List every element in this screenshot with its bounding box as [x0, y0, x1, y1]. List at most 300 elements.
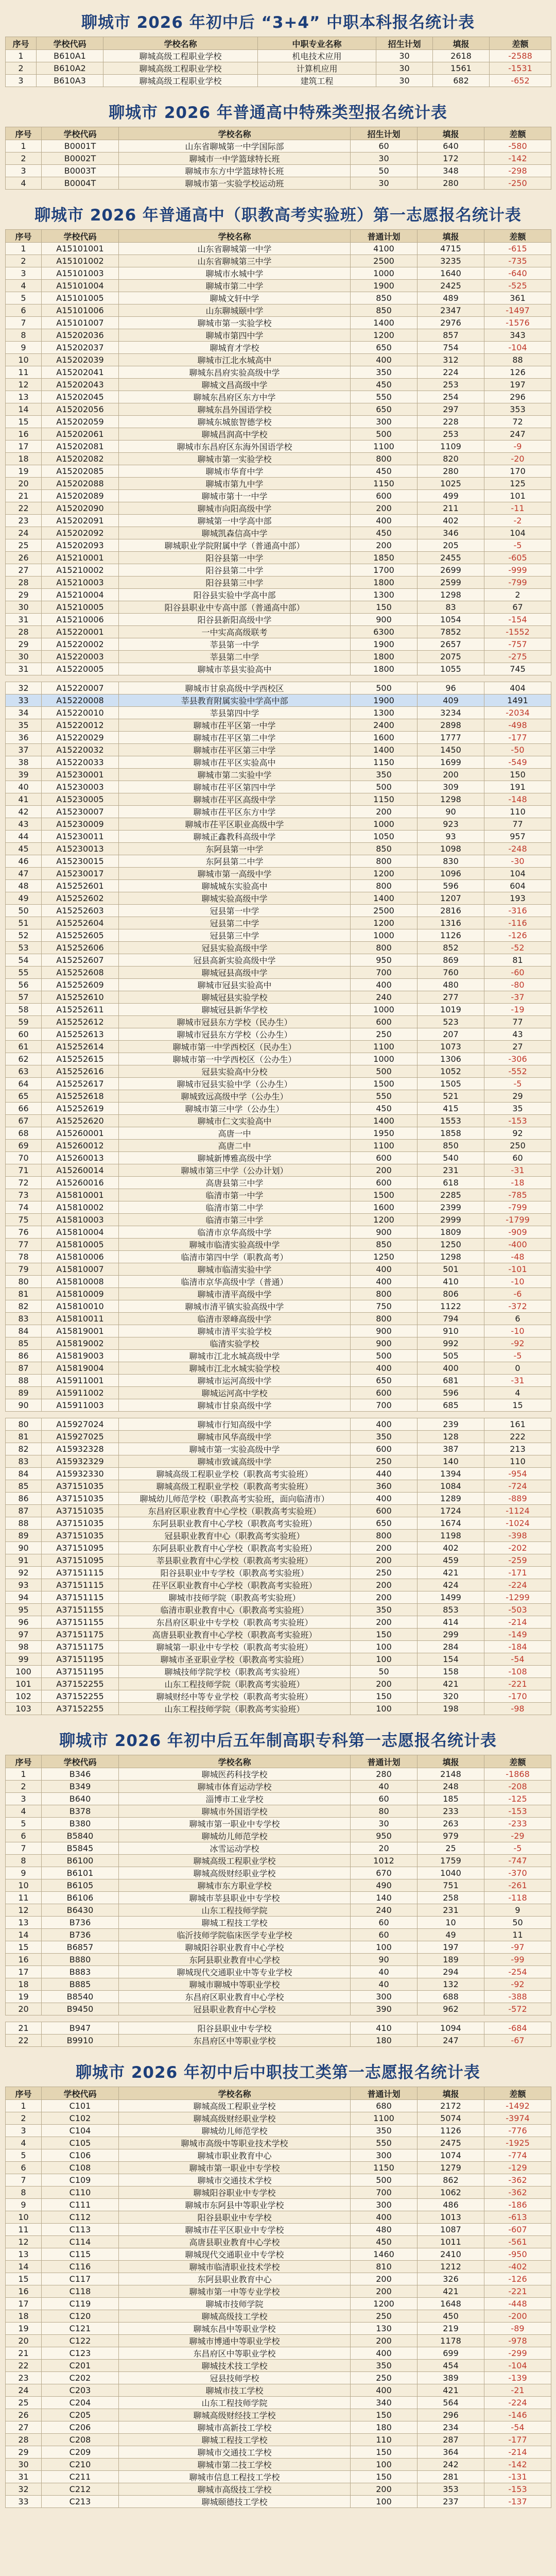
table-cell: A15230015	[42, 855, 119, 868]
table-row	[6, 1337, 551, 1350]
table-cell: -5	[484, 1350, 551, 1362]
table-row	[6, 1493, 551, 1505]
table-cell: 聊城冠县实验学校	[119, 991, 351, 1004]
table-cell: 450	[351, 2236, 418, 2248]
table-cell: 132	[418, 1978, 484, 1991]
table-cell: A15810001	[42, 1189, 119, 1201]
table-cell: 聊城市第一实验学校	[119, 453, 351, 465]
table-row	[6, 2421, 551, 2434]
table-cell: 48	[6, 880, 42, 892]
table-row	[6, 1313, 551, 1325]
table-cell: 1087	[418, 2224, 484, 2236]
table-cell: 聊城现代交通职业中专学校	[119, 2248, 351, 2261]
table-cell: 30	[6, 651, 42, 663]
table-cell: 60	[6, 1028, 42, 1041]
table-cell: A37152255	[42, 1703, 119, 1715]
table-cell: -757	[484, 638, 551, 651]
table-cell: 50	[351, 1666, 418, 1678]
table-cell: 3	[6, 1793, 42, 1805]
table-cell: 聊城市一中学篮球特长班	[119, 152, 351, 165]
table-cell: -108	[484, 1666, 551, 1678]
table-cell: 900	[351, 1337, 418, 1350]
table-cell: 1674	[418, 1517, 484, 1530]
table-cell: 480	[351, 2224, 418, 2236]
table-cell: 294	[418, 1966, 484, 1978]
table-row	[6, 1455, 551, 1468]
table-cell: 60	[351, 140, 418, 152]
table-cell: 18	[6, 1978, 42, 1991]
table-cell: -139	[484, 2372, 551, 2384]
table-row	[6, 892, 551, 905]
table-row	[6, 1350, 551, 1362]
table-cell: 104	[484, 527, 551, 539]
table-cell: A37151155	[42, 1616, 119, 1629]
table-cell: A15810004	[42, 1226, 119, 1239]
table-row	[6, 1325, 551, 1337]
table-cell: 1400	[351, 892, 418, 905]
table-cell: 29	[6, 638, 42, 651]
table-row	[6, 152, 551, 165]
table-cell: C209	[42, 2446, 119, 2459]
table-cell: -224	[484, 2397, 551, 2409]
table-cell: B6106	[42, 1892, 119, 1904]
table-cell: 300	[351, 2199, 418, 2211]
table-cell: 21	[6, 490, 42, 502]
table-cell: 聊城市技师学院	[119, 2298, 351, 2310]
table-cell: 高唐县职业教育中心学校（职教高考实验班）	[119, 1629, 351, 1641]
table-cell: 高唐一中	[119, 1127, 351, 1140]
table-cell: 阳谷县第一中学	[119, 552, 351, 564]
table-cell: 聊城实验高级中学	[119, 892, 351, 905]
column-header: 学校名称	[119, 2087, 351, 2100]
table-cell: 1460	[351, 2248, 418, 2261]
table-cell: 1900	[351, 280, 418, 292]
table-cell: A15220010	[42, 707, 119, 719]
table-cell: -950	[484, 2248, 551, 2261]
table-row	[6, 831, 551, 843]
table-cell: 聊城财经中等专业学校（职教高考实验班）	[119, 1690, 351, 1703]
table-cell: 320	[418, 1690, 484, 1703]
table-cell: 424	[418, 1579, 484, 1591]
table-cell: 41	[6, 793, 42, 806]
table-cell: 1025	[418, 478, 484, 490]
table-cell: A15202039	[42, 354, 119, 366]
table-cell: -254	[484, 1966, 551, 1978]
table-cell: 5	[6, 292, 42, 304]
table-cell: 43	[484, 1028, 551, 1041]
table-cell: 2347	[418, 304, 484, 317]
table-cell: 16	[6, 1954, 42, 1966]
table-row	[6, 304, 551, 317]
table-cell: 1298	[418, 793, 484, 806]
table-cell: 404	[484, 682, 551, 694]
table-cell: 1	[6, 140, 42, 152]
table-cell: 聊城市江北水城实验学校	[119, 1362, 351, 1375]
table-cell: 200	[351, 2273, 418, 2285]
table-row	[6, 1567, 551, 1579]
table-cell: 13	[6, 391, 42, 403]
table-cell: 东昌府区职业中专学校（职教高考实验班）	[119, 1616, 351, 1629]
table-cell: 400	[351, 2384, 418, 2397]
table-cell: 247	[484, 428, 551, 440]
table-cell: 山东聊城颐中学	[119, 304, 351, 317]
table-cell: -5	[484, 1842, 551, 1855]
table-cell: 7852	[418, 626, 484, 638]
table-cell: 东昌府区中等职业学校	[119, 2035, 351, 2047]
table-cell: B6101	[42, 1867, 119, 1879]
table-row	[6, 2162, 551, 2174]
table-cell: B736	[42, 1917, 119, 1929]
table-cell: 400	[351, 2211, 418, 2224]
table-cell: 505	[418, 1350, 484, 1362]
table-cell: 2976	[418, 317, 484, 329]
table-cell: 200	[351, 2285, 418, 2298]
table-cell: A15202093	[42, 539, 119, 552]
table-cell: 1150	[351, 478, 418, 490]
table-cell: 98	[6, 1641, 42, 1653]
table-cell: C210	[42, 2459, 119, 2471]
table-cell: -889	[484, 1493, 551, 1505]
table-cell: 450	[351, 527, 418, 539]
table-cell: -52	[484, 942, 551, 954]
table-cell: 阳谷县职业中专学校	[119, 2022, 351, 2035]
table-row	[6, 292, 551, 304]
table-cell: 一中实高高级联考	[119, 626, 351, 638]
table-row	[6, 342, 551, 354]
table-cell: A37152255	[42, 1690, 119, 1703]
table-cell: 聊城市外国语学校	[119, 1805, 351, 1818]
table-cell: 东阿县第一中学	[119, 843, 351, 855]
table-row	[6, 1904, 551, 1917]
table-cell: 2898	[418, 719, 484, 732]
table-cell: 4	[6, 177, 42, 190]
table-cell: 聊城冠县新华学校	[119, 1004, 351, 1016]
table-cell: 421	[418, 2285, 484, 2298]
table-cell: 88	[6, 1517, 42, 1530]
table-technician	[5, 2087, 551, 2508]
table-row	[6, 2174, 551, 2187]
table-cell: B736	[42, 1929, 119, 1941]
table-cell: 400	[351, 1362, 418, 1375]
table-cell: 89	[6, 1387, 42, 1399]
table-cell: -6	[484, 1288, 551, 1300]
table-cell: 40	[351, 1978, 418, 1991]
table-cell: 82	[6, 1443, 42, 1455]
table-cell: 莘县第一中学	[119, 638, 351, 651]
table-cell: 17	[6, 2298, 42, 2310]
table-cell: -89	[484, 2323, 551, 2335]
table-cell: B9450	[42, 2003, 119, 2015]
table-cell: 莘县第二中学	[119, 651, 351, 663]
table-cell: 59	[6, 1016, 42, 1028]
table-cell: 92	[484, 1127, 551, 1140]
table-row	[6, 2022, 551, 2035]
table-cell: 0	[484, 1362, 551, 1375]
table-cell: B0002T	[42, 152, 119, 165]
table-cell: C119	[42, 2298, 119, 2310]
table-cell: 258	[418, 1892, 484, 1904]
table-cell: 350	[351, 366, 418, 379]
table-cell: 聊城市第九中学	[119, 478, 351, 490]
table-cell: -92	[484, 1978, 551, 1991]
table-cell: 冠县第三中学	[119, 929, 351, 942]
table-cell: 4715	[418, 243, 484, 255]
table-cell: 1000	[351, 267, 418, 280]
table-cell: -98	[484, 1703, 551, 1715]
table-cell: A15932328	[42, 1443, 119, 1455]
table-cell: -153	[484, 2483, 551, 2496]
table-cell: 11	[6, 2224, 42, 2236]
table-cell: 49	[6, 892, 42, 905]
table-cell: 94	[6, 1591, 42, 1604]
table-cell: 19	[6, 465, 42, 478]
table-cell: 1306	[418, 1053, 484, 1065]
table-cell: 409	[418, 694, 484, 707]
table-row	[6, 243, 551, 255]
table-cell: A37151035	[42, 1493, 119, 1505]
table-cell: 1600	[351, 1201, 418, 1214]
table-row	[6, 2397, 551, 2409]
table-cell: 聊城市茌平区东方中学	[119, 806, 351, 818]
table-cell: 47	[6, 868, 42, 880]
table-cell: 280	[418, 177, 484, 190]
table-row	[6, 1152, 551, 1164]
table-cell: 聊城市第二实验中学	[119, 769, 351, 781]
table-cell: 200	[351, 1579, 418, 1591]
table-cell: 2500	[351, 905, 418, 917]
table-cell: 250	[351, 1455, 418, 1468]
table-cell: 700	[351, 967, 418, 979]
table-row	[6, 1892, 551, 1904]
table-cell: -362	[484, 2174, 551, 2187]
table-cell: 1298	[418, 589, 484, 601]
table-row	[6, 1041, 551, 1053]
table-cell: 1198	[418, 1530, 484, 1542]
table-cell: A15252619	[42, 1103, 119, 1115]
table-row	[6, 1177, 551, 1189]
table-cell: 760	[418, 967, 484, 979]
table-row	[6, 1399, 551, 1412]
table-cell: 400	[351, 1263, 418, 1276]
table-cell: C101	[42, 2100, 119, 2112]
table-row	[6, 2310, 551, 2323]
table-cell: 聊城市技师学院（职教高考实验班）	[119, 1591, 351, 1604]
table-cell: C112	[42, 2211, 119, 2224]
table-cell: 36	[6, 732, 42, 744]
section-3plus4	[5, 4, 551, 87]
table-row	[6, 626, 551, 638]
table-cell: 聊城市圣亚职业学校（职教高考实验班）	[119, 1653, 351, 1666]
table-cell: 聊城高级财经技工学校	[119, 2409, 351, 2421]
table-cell: A15202081	[42, 440, 119, 453]
table-cell: 聊城现代交通职业中等专业学校	[119, 1966, 351, 1978]
table-cell: -999	[484, 564, 551, 577]
table-row	[6, 694, 551, 707]
table-cell: 1050	[351, 831, 418, 843]
table-cell: 4100	[351, 243, 418, 255]
table-cell: 751	[418, 1879, 484, 1892]
table-cell: A15230013	[42, 843, 119, 855]
table-cell: 2999	[418, 1214, 484, 1226]
table-cell: 聊城新博雅高级中学	[119, 1152, 351, 1164]
table-cell: 聊城市第一职业中专学校	[119, 2162, 351, 2174]
table-row	[6, 1016, 551, 1028]
table-cell: 200	[351, 1591, 418, 1604]
table-cell: 350	[351, 1431, 418, 1443]
table-cell: C208	[42, 2434, 119, 2446]
table-cell: 阳谷县实验中学高中部	[119, 589, 351, 601]
table-row	[6, 428, 551, 440]
table-cell: A15220005	[42, 663, 119, 675]
table-cell: 89	[6, 1530, 42, 1542]
table-cell: -104	[484, 2360, 551, 2372]
table-cell: 852	[418, 942, 484, 954]
table-cell: 聊城东城旅智德学校	[119, 416, 351, 428]
table-row	[6, 1867, 551, 1879]
table-cell: 296	[418, 2409, 484, 2421]
table-cell: A15252614	[42, 1041, 119, 1053]
table-cell: 300	[351, 416, 418, 428]
table-cell: 23	[6, 515, 42, 527]
table-cell: -370	[484, 1867, 551, 1879]
table-cell: 聊城市第一职业中专学校	[119, 1818, 351, 1830]
table-cell: -261	[484, 1879, 551, 1892]
table-row	[6, 2112, 551, 2125]
table-cell: 聊城市第一实验学校	[119, 317, 351, 329]
table-row	[6, 2236, 551, 2248]
table-cell: A15202082	[42, 453, 119, 465]
table-cell: 161	[484, 1418, 551, 1431]
table-cell: C115	[42, 2248, 119, 2261]
table-cell: 200	[418, 769, 484, 781]
table-cell: 35	[484, 1103, 551, 1115]
table-cell: 20	[6, 2335, 42, 2347]
table-cell: 1289	[418, 1493, 484, 1505]
table-cell: 聊城市茌平区职业高级中学	[119, 818, 351, 831]
table-cell: A15810006	[42, 1251, 119, 1263]
table-cell: 1800	[351, 577, 418, 589]
table-row	[6, 416, 551, 428]
table-cell: 200	[351, 2335, 418, 2347]
table-row	[6, 781, 551, 793]
table-cell: 29	[6, 2446, 42, 2459]
table-cell: 1316	[418, 917, 484, 929]
table-cell: 100	[351, 2459, 418, 2471]
table-cell: -21	[484, 2384, 551, 2397]
table-cell: 85	[6, 1337, 42, 1350]
table-cell: -126	[484, 2273, 551, 2285]
table-cell: -9	[484, 440, 551, 453]
table-row	[6, 855, 551, 868]
table-cell: 1505	[418, 1078, 484, 1090]
table-cell: C122	[42, 2335, 119, 2347]
table-cell: 4	[6, 1805, 42, 1818]
table-cell: 1300	[351, 589, 418, 601]
table-row	[6, 329, 551, 342]
column-header: 序号	[6, 127, 42, 140]
table-cell: 聊城市风华高级中学	[119, 1431, 351, 1443]
table-cell: A15911001	[42, 1375, 119, 1387]
table-cell: 234	[418, 2421, 484, 2434]
table-row	[6, 1653, 551, 1666]
table-cell: 茌平区职业教育中心学校（职教高考实验班）	[119, 1579, 351, 1591]
table-cell: 阳谷县职业中专学校	[119, 2211, 351, 2224]
table-cell: 1	[6, 2100, 42, 2112]
table-cell: 1900	[351, 694, 418, 707]
table-cell: 99	[6, 1653, 42, 1666]
table-five-year-2	[5, 2022, 551, 2047]
column-header: 填报	[433, 37, 490, 50]
table-cell: 聊城市茌平区高级中学	[119, 793, 351, 806]
table-cell: B885	[42, 1978, 119, 1991]
table-cell: 600	[351, 1443, 418, 1455]
table-cell: 1084	[418, 1480, 484, 1493]
table-cell: 343	[484, 329, 551, 342]
table-row	[6, 1855, 551, 1867]
table-cell: 1600	[351, 732, 418, 744]
column-header: 学校名称	[119, 230, 351, 243]
table-cell: 聊城市第四中学	[119, 329, 351, 342]
table-cell: A37151035	[42, 1480, 119, 1493]
table-cell: 聊城市交通技工学校	[119, 2446, 351, 2459]
table-cell: 5074	[418, 2112, 484, 2125]
table-row	[6, 1127, 551, 1140]
table-row	[6, 1793, 551, 1805]
table-cell: A15202085	[42, 465, 119, 478]
table-special	[5, 127, 551, 190]
table-row	[6, 1078, 551, 1090]
table-cell: -184	[484, 1641, 551, 1653]
table-cell: B0004T	[42, 177, 119, 190]
table-cell: 92	[6, 1567, 42, 1579]
table-cell: -1024	[484, 1517, 551, 1530]
table-cell: 600	[351, 1016, 418, 1028]
table-cell: 聊城医药科技学校	[119, 1768, 351, 1781]
table-cell: C113	[42, 2224, 119, 2236]
table-cell: 聊城市清平高级中学	[119, 1288, 351, 1300]
table-cell: A15220033	[42, 756, 119, 769]
table-cell: 聊城市体育运动学校	[119, 1781, 351, 1793]
table-cell: 1200	[351, 917, 418, 929]
table-cell: 172	[418, 152, 484, 165]
table-cell: 421	[418, 1567, 484, 1579]
table-cell: 150	[351, 601, 418, 614]
table-cell: 440	[351, 1468, 418, 1480]
table-row	[6, 917, 551, 929]
table-cell: 2172	[418, 2100, 484, 2112]
table-cell: 聊城市第一中学西校区（公办生）	[119, 1053, 351, 1065]
table-cell: 96	[418, 682, 484, 694]
table-cell: A15810009	[42, 1288, 119, 1300]
table-row	[6, 62, 551, 75]
table-row	[6, 601, 551, 614]
table-cell: -104	[484, 342, 551, 354]
table-cell: 86	[6, 1350, 42, 1362]
table-cell: 78	[6, 1251, 42, 1263]
table-cell: 临清市第一中学	[119, 1189, 351, 1201]
table-cell: 临清市翠峰高级中学	[119, 1313, 351, 1325]
table-cell: 200	[351, 1678, 418, 1690]
table-row	[6, 1090, 551, 1103]
table-cell: 205	[418, 539, 484, 552]
table-cell: 临清市第三中学	[119, 1214, 351, 1226]
table-row	[6, 2199, 551, 2211]
table-cell: 6	[6, 2162, 42, 2174]
table-cell: 90	[6, 1399, 42, 1412]
table-cell: C109	[42, 2174, 119, 2187]
table-cell: 聊城市第一高级中学	[119, 868, 351, 880]
table-cell: 聊城市第二技工学校	[119, 2459, 351, 2471]
